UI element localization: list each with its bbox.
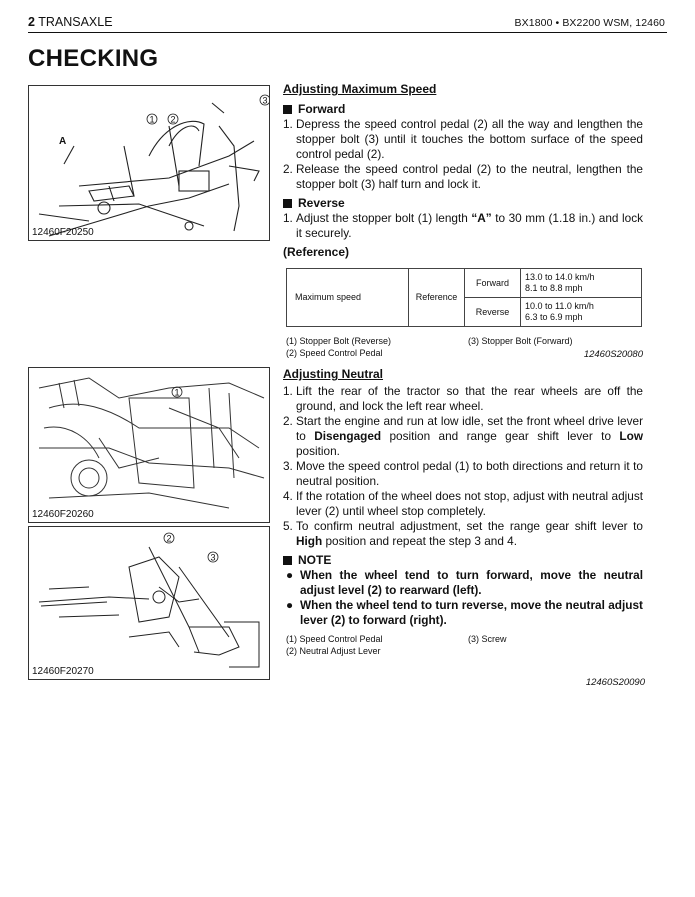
reference-label: (Reference) <box>283 245 350 259</box>
list-item: 4. If the rotation of the wheel does not stop, adjust with neutral adjust lever (2) until wheel stop completely. <box>283 489 643 518</box>
section-code: 12460S20080 <box>583 349 643 360</box>
direction-cell: Reverse <box>465 298 521 327</box>
forward-subheading: Forward <box>283 102 643 117</box>
square-bullet-icon <box>283 556 292 565</box>
callout-1: 1 <box>149 114 155 125</box>
list-item: 2. Release the speed control pedal (2) to the neutral, lengthen the stopper bolt (3) half turn and lock it. <box>283 162 643 191</box>
figure-speed-pedal-neutral <box>28 367 270 523</box>
figure-caption: 12460F20260 <box>32 509 94 520</box>
reference-table <box>286 268 642 327</box>
note-subheading: NOTE <box>283 553 643 568</box>
value-cell: 10.0 to 11.0 km/h 6.3 to 6.9 mph <box>521 298 642 327</box>
neutral-lever-illustration <box>29 527 270 680</box>
section-heading: Adjusting Maximum Speed <box>283 82 437 96</box>
manual-reference: BX1800 • BX2200 WSM, 12460 <box>514 17 665 29</box>
factor-cell: Reference <box>409 269 465 327</box>
list-item: 3. Move the speed control pedal (1) to both directions and return it to neutral position. <box>283 459 643 488</box>
list-item: 1. Lift the rear of the tractor so that the rear wheels are off the ground, and lock the left rear wheel. <box>283 384 643 413</box>
figure-neutral-adjust-lever <box>28 526 270 680</box>
list-item: 5. To confirm neutral adjustment, set the range gear shift lever to High position and repeat the step 3 and 4. <box>283 519 643 548</box>
figure-legend: (1) Stopper Bolt (Reverse) (2) Speed Control Pedal (3) Stopper Bolt (Forward) <box>286 336 573 358</box>
callout-3: 3 <box>262 95 268 106</box>
reverse-subheading: Reverse <box>283 196 643 211</box>
callout-1: 1 <box>174 387 180 398</box>
stopper-bolt-illustration <box>29 86 270 241</box>
square-bullet-icon <box>283 199 292 208</box>
section-adjust-neutral <box>283 367 643 659</box>
section-max-speed <box>283 82 643 361</box>
page-header <box>28 13 667 33</box>
figure-legend: (1) Speed Control Pedal (2) Neutral Adjust Lever (3) Screw <box>286 634 507 656</box>
page-title: CHECKING <box>28 45 159 72</box>
note-item: ● When the wheel tend to turn forward, move the neutral adjust level (2) to rearward (left). <box>286 568 643 597</box>
figure-caption: 12460F20250 <box>32 227 94 238</box>
figure-stopper-bolts <box>28 85 270 241</box>
value-cell: 13.0 to 14.0 km/h 8.1 to 8.8 mph <box>521 269 642 298</box>
callout-A: A <box>59 136 67 147</box>
callout-3: 3 <box>210 552 216 563</box>
section-title: 2 TRANSAXLE <box>28 15 113 29</box>
item-cell: Maximum speed <box>287 269 409 327</box>
list-item: 2. Start the engine and run at low idle, set the front wheel drive lever to Disengaged position and range gear shift lever to Low position. <box>283 414 643 458</box>
note-item: ● When the wheel tend to turn reverse, move the neutral adjust lever (2) to forward (right). <box>286 598 643 627</box>
bullet-icon: ● <box>286 598 294 612</box>
section-heading: Adjusting Neutral <box>283 367 384 381</box>
direction-cell: Forward <box>465 269 521 298</box>
section-code: 12460S20090 <box>585 677 645 688</box>
tractor-underside-illustration <box>29 368 270 523</box>
list-item: 1. Adjust the stopper bolt (1) length “A” to 30 mm (1.18 in.) and lock it securely. <box>283 211 644 240</box>
bullet-icon: ● <box>286 568 294 582</box>
callout-2: 2 <box>170 114 176 125</box>
figure-caption: 12460F20270 <box>32 666 94 677</box>
list-item: 1. Depress the speed control pedal (2) all the way and lengthen the stopper bolt (3) until it touches the bottom surface of the speed control pedal (2). <box>283 117 643 161</box>
square-bullet-icon <box>283 105 292 114</box>
callout-2: 2 <box>166 533 172 544</box>
